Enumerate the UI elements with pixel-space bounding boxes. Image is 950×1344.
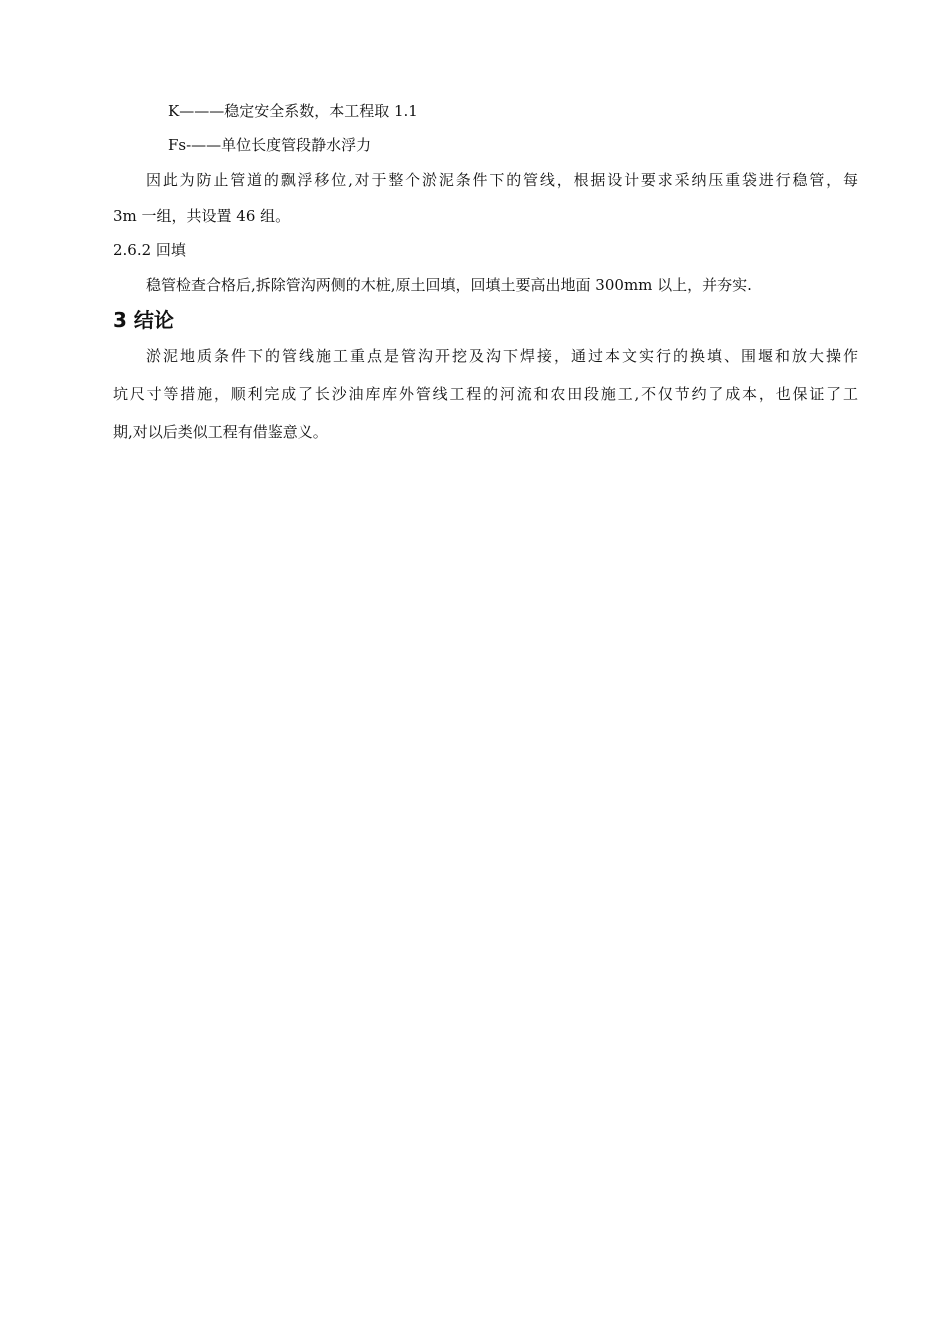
section-heading-conclusion: 3 结论	[113, 308, 174, 332]
paragraph-2: 稳管检查合格后,拆除管沟两侧的木桩,原土回填，回填土要高出地面 300mm 以上，并夯实.	[146, 276, 752, 294]
section-heading-2-6-2: 2.6.2 回填	[113, 241, 186, 259]
paragraph-3-line-2: 坑尺寸等措施，顺利完成了长沙油库库外管线工程的河流和农田段施工,不仅节约了成本，也保证了工	[113, 385, 858, 403]
paragraph-1-line-2: 3m 一组，共设置 46 组。	[113, 207, 291, 225]
definition-k: K———稳定安全系数，本工程取 1.1	[168, 102, 418, 120]
paragraph-3-line-1: 淤泥地质条件下的管线施工重点是管沟开挖及沟下焊接，通过本文实行的换填、围堰和放大操作	[146, 347, 858, 365]
paragraph-1-line-1: 因此为防止管道的飘浮移位,对于整个淤泥条件下的管线，根据设计要求采纳压重袋进行稳管，每	[146, 171, 858, 189]
paragraph-3-line-3: 期,对以后类似工程有借鉴意义。	[113, 423, 328, 441]
definition-fs: Fs-——单位长度管段静水浮力	[168, 136, 372, 154]
